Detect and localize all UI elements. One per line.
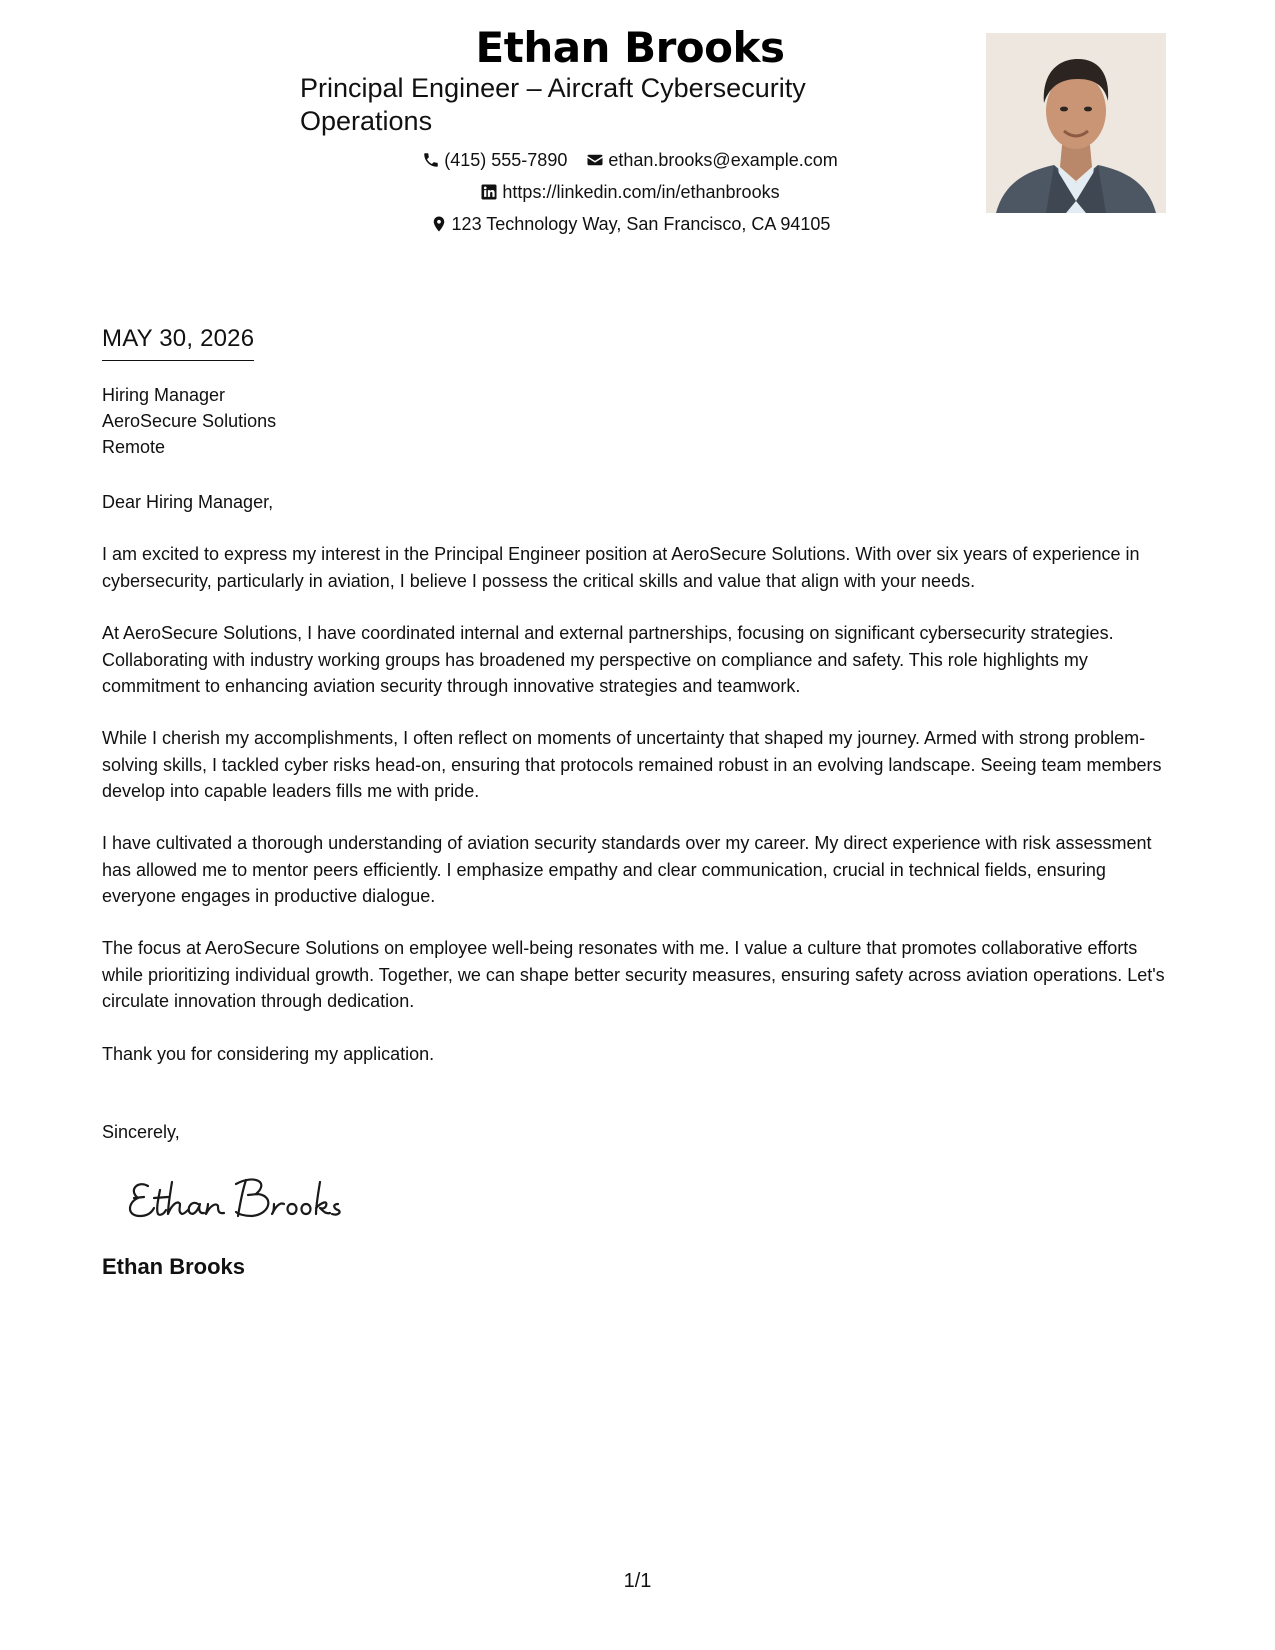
body-paragraph: I am excited to express my interest in the Principal Engineer position at AeroSecure Solutions. With over six years of experience in cybersecurity, particularly in aviation, I believe I possess the critical skills and value that align with your needs. — [102, 544, 1140, 591]
address-text: 123 Technology Way, San Francisco, CA 94105 — [451, 214, 831, 234]
contact-phone[interactable] — [422, 148, 567, 172]
recipient-name: Hiring Manager — [102, 385, 226, 405]
closing: Sincerely, — [102, 1122, 180, 1142]
recipient-block — [102, 382, 276, 460]
body-paragraph: While I cherish my accomplishments, I often reflect on moments of uncertainty that shaped my journey. Armed with strong problem-solving skills, I tackled cyber risks head-on, ensuring that protocols remained robust in an evolving landscape. Seeing team members develop into capable leaders fills me with pride. — [102, 728, 1162, 801]
contact-line-linkedin — [300, 180, 960, 207]
phone-text: (415) 555-7890 — [444, 150, 568, 170]
contact-linkedin[interactable] — [480, 180, 779, 204]
thank-you-line: Thank you for considering my application. — [102, 1044, 435, 1064]
letter-date: MAY 30, 2026 — [102, 324, 254, 361]
map-pin-icon — [430, 215, 448, 233]
contact-email[interactable] — [586, 148, 837, 172]
recipient-company: AeroSecure Solutions — [102, 411, 277, 431]
envelope-icon — [586, 151, 604, 169]
handwritten-signature — [124, 1168, 344, 1228]
contact-line-address — [300, 212, 960, 239]
profile-photo — [986, 33, 1166, 213]
body-paragraph: I have cultivated a thorough understanding of aviation security standards over my career. My direct experience with risk assessment has allowed me to mentor peers efficiently. I emphasize empathy and clear communication, crucial in technical fields, ensuring everyone engages in productive dialogue. — [102, 833, 1152, 906]
applicant-title: Principal Engineer – Aircraft Cybersecurity Operations — [300, 73, 806, 136]
recipient-location: Remote — [102, 437, 166, 457]
signer-name: Ethan Brooks — [102, 1254, 246, 1279]
body-paragraph: At AeroSecure Solutions, I have coordinated internal and external partnerships, focusing on significant cybersecurity strategies. Collaborating with industry working groups has broadened my perspective on compliance and safety. This role highlights my commitment to enhancing aviation security through innovative strategies and teamwork. — [102, 623, 1114, 696]
body-paragraph: The focus at AeroSecure Solutions on employee well-being resonates with me. I value a culture that promotes collaborative efforts while prioritizing individual growth. Together, we can shape better security measures, ensuring safety across aviation operations. Let's circulate innovation through dedication. — [102, 938, 1165, 1011]
salutation: Dear Hiring Manager, — [102, 492, 274, 512]
email-text: ethan.brooks@example.com — [608, 150, 838, 170]
contact-line-phone-email — [300, 148, 960, 175]
page-number: 1/1 — [623, 1570, 652, 1592]
linkedin-icon — [480, 183, 498, 201]
phone-icon — [422, 151, 440, 169]
applicant-name: Ethan Brooks — [475, 23, 785, 72]
contact-address — [430, 212, 831, 236]
linkedin-text: https://linkedin.com/in/ethanbrooks — [502, 182, 780, 202]
